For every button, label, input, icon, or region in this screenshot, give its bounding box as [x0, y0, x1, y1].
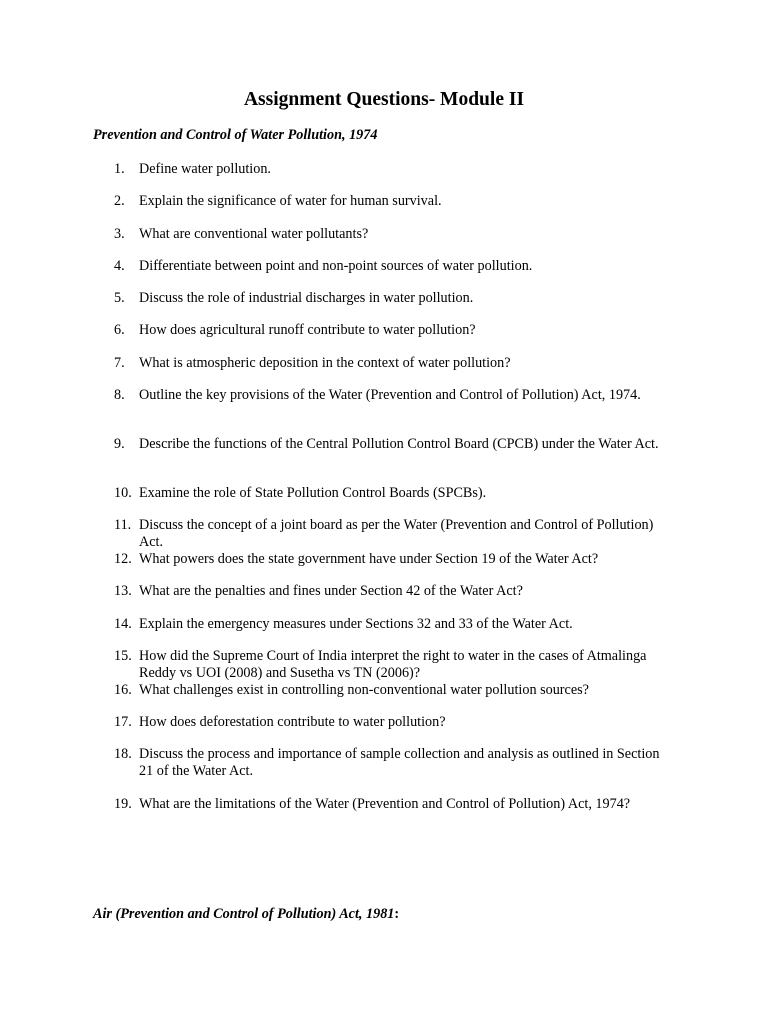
question-item: [114, 387, 674, 404]
question-text: Discuss the role of industrial discharges in water pollution.: [139, 290, 474, 306]
question-number: 14.: [114, 616, 132, 632]
question-item: [114, 226, 674, 243]
question-number: 11.: [114, 517, 132, 533]
question-text: Define water pollution.: [139, 161, 271, 177]
question-text: Discuss the concept of a joint board as per the Water (Prevention and Control of Pollution) Act.: [139, 517, 654, 550]
question-number: 19.: [114, 796, 132, 812]
question-text: What challenges exist in controlling non-conventional water pollution sources?: [139, 682, 589, 698]
question-item: [114, 616, 674, 633]
question-text: Explain the emergency measures under Sections 32 and 33 of the Water Act.: [139, 616, 573, 632]
section-heading-text: Prevention and Control of Water Pollution, 1974: [93, 127, 378, 143]
question-number: 7.: [114, 355, 125, 371]
question-number: 17.: [114, 714, 132, 730]
question-number: 1.: [114, 161, 125, 177]
question-item: [114, 322, 674, 339]
question-number: 15.: [114, 648, 132, 664]
question-text: What are the penalties and fines under Section 42 of the Water Act?: [139, 583, 523, 599]
question-text: Differentiate between point and non-point sources of water pollution.: [139, 258, 533, 274]
question-item: [114, 714, 674, 731]
question-number: 6.: [114, 322, 125, 338]
question-number: 13.: [114, 583, 132, 599]
question-number: 12.: [114, 551, 132, 567]
question-text: What are the limitations of the Water (Prevention and Control of Pollution) Act, 1974?: [139, 796, 631, 812]
question-item: [114, 436, 674, 453]
question-number: 2.: [114, 193, 125, 209]
question-text: What powers does the state government have under Section 19 of the Water Act?: [139, 551, 599, 567]
section-heading-text: Air (Prevention and Control of Pollution) Act, 1981: [93, 906, 395, 922]
question-text: Outline the key provisions of the Water (Prevention and Control of Pollution) Act, 1974.: [139, 387, 641, 403]
question-text: How does deforestation contribute to water pollution?: [139, 714, 446, 730]
question-text: Explain the significance of water for human survival.: [139, 193, 442, 209]
question-text: What is atmospheric deposition in the context of water pollution?: [139, 355, 511, 371]
question-text: Examine the role of State Pollution Control Boards (SPCBs).: [139, 485, 487, 501]
question-item: [114, 648, 674, 682]
question-number: 3.: [114, 226, 125, 242]
page-title: Assignment Questions- Module II: [243, 89, 525, 110]
question-number: 16.: [114, 682, 132, 698]
question-number: 9.: [114, 436, 125, 452]
question-item: [114, 746, 674, 780]
question-item: [114, 485, 674, 502]
question-text: Discuss the process and importance of sample collection and analysis as outlined in Section 21 of the Water Act.: [139, 746, 660, 779]
question-item: [114, 161, 674, 178]
question-text: What are conventional water pollutants?: [139, 226, 369, 242]
question-number: 10.: [114, 485, 132, 501]
question-item: [114, 551, 674, 568]
section-heading-air-act: [93, 905, 399, 923]
section-heading-water-act: [93, 126, 377, 144]
question-item: [114, 517, 674, 551]
question-item: [114, 258, 674, 275]
question-item: [114, 796, 674, 813]
question-item: [114, 682, 674, 699]
question-number: 4.: [114, 258, 125, 274]
question-item: [114, 355, 674, 372]
question-number: 8.: [114, 387, 125, 403]
section-heading-suffix: :: [394, 906, 400, 922]
question-number: 18.: [114, 746, 132, 762]
question-item: [114, 583, 674, 600]
question-text: How does agricultural runoff contribute to water pollution?: [139, 322, 476, 338]
question-number: 5.: [114, 290, 125, 306]
question-item: [114, 193, 674, 210]
question-text: How did the Supreme Court of India interpret the right to water in the cases of Atmalinga Reddy vs UOI (2008) and Susetha vs TN (2006)?: [139, 648, 647, 681]
question-text: Describe the functions of the Central Pollution Control Board (CPCB) under the Water Act.: [139, 436, 659, 452]
question-item: [114, 290, 674, 307]
